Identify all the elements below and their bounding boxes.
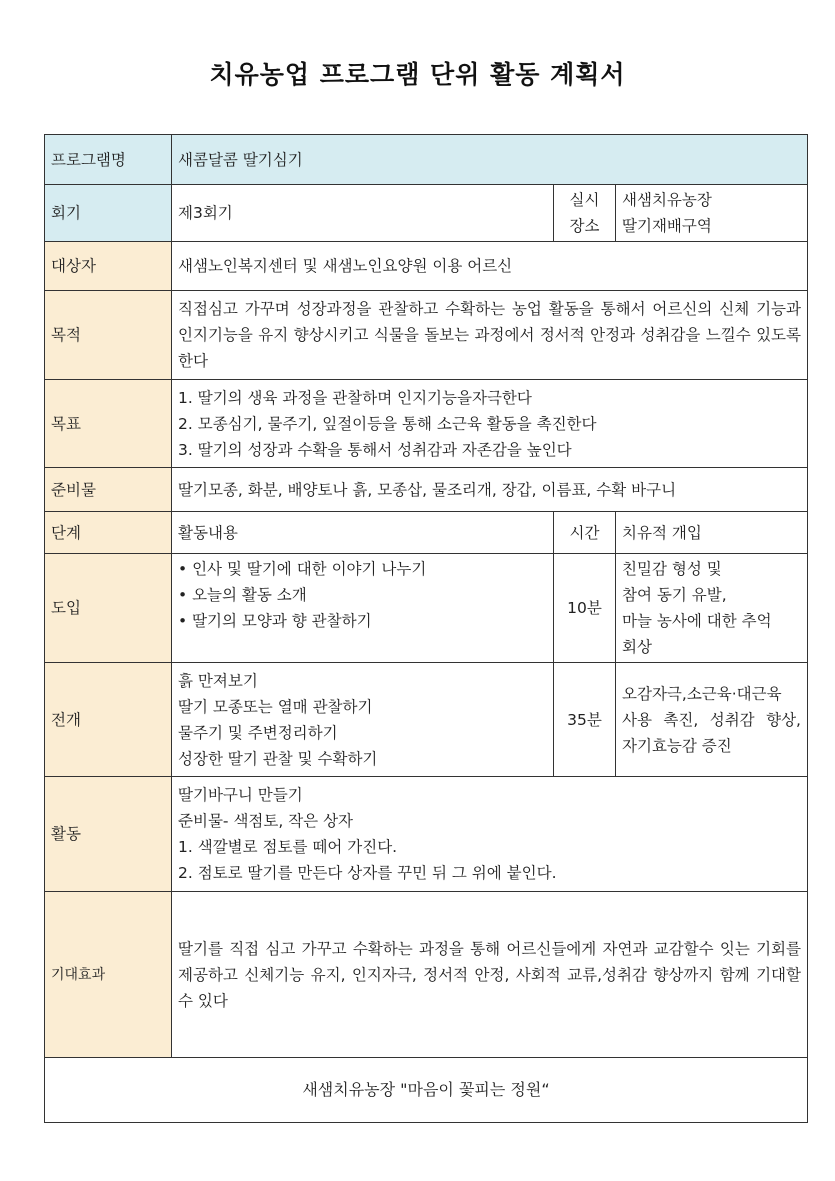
list-item: 딸기 모종또는 열매 관찰하기 xyxy=(178,697,373,716)
content-header: 활동내용 xyxy=(172,512,554,554)
intervention-line: 마늘 농사에 대한 추억 xyxy=(622,612,772,630)
place-value-line-1: 새샘치유농장 xyxy=(622,191,712,209)
list-item: • 딸기의 모양과 향 관찰하기 xyxy=(178,608,547,634)
development-time: 35분 xyxy=(554,663,616,777)
goal-item: 3. 딸기의 성장과 수확을 통해서 성취감과 자존감을 높인다 xyxy=(178,440,572,459)
intervention-line: 참여 동기 유발, xyxy=(622,586,727,604)
effect-row xyxy=(45,892,808,1058)
place-label xyxy=(554,185,616,242)
development-stage: 전개 xyxy=(45,663,172,777)
effect-value: 딸기를 직접 심고 가꾸고 수확하는 과정을 통해 어르신들에게 자연과 교감할수 잇는 기회를 제공하고 신체기능 유지, 인지자극, 정서적 안정, 사회적 교류,성취감 향상까지 함께 기대할 수 있다 xyxy=(172,892,808,1058)
list-item: 2. 점토로 딸기를 만든다 상자를 꾸민 뒤 그 위에 붙인다. xyxy=(178,864,557,882)
materials-label: 준비물 xyxy=(45,468,172,512)
development-content xyxy=(172,663,554,777)
activity-content xyxy=(172,777,808,892)
place-label-line-1: 실시 xyxy=(569,191,600,209)
footer-motto: 새샘치유농장 "마음이 꽃피는 정원“ xyxy=(45,1058,808,1123)
development-row xyxy=(45,663,808,777)
session-label: 회기 xyxy=(45,185,172,242)
intro-list xyxy=(178,556,547,634)
program-name: 새콤달콤 딸기심기 xyxy=(172,135,808,185)
list-item: 딸기바구니 만들기 xyxy=(178,786,303,804)
goals-row xyxy=(45,380,808,468)
list-item: • 인사 및 딸기에 대한 이야기 나누기 xyxy=(178,556,547,582)
goals-list xyxy=(172,380,808,468)
materials-value: 딸기모종, 화분, 배양토나 흙, 모종삽, 물조리개, 장갑, 이름표, 수확 바구니 xyxy=(172,468,808,512)
place-value-line-2: 딸기재배구역 xyxy=(622,217,712,235)
intervention-line: 회상 xyxy=(622,638,652,656)
purpose-label: 목적 xyxy=(45,291,172,380)
purpose-value: 직접심고 가꾸며 성장과정을 관찰하고 수확하는 농업 활동을 통해서 어르신의 신체 기능과 인지기능을 유지 향상시키고 식물을 돌보는 과정에서 정서적 안정과 성취감을 느낄수 있도록 한다 xyxy=(172,291,808,380)
goal-item: 1. 딸기의 생육 과정을 관찰하며 인지기능을자극한다 xyxy=(178,388,532,407)
intro-time: 10분 xyxy=(554,554,616,663)
development-intervention: 오감자극,소근육·대근육 사용 촉진, 성취감 향상, 자기효능감 증진 xyxy=(616,663,808,777)
intro-intervention xyxy=(616,554,808,663)
intervention-line: 친밀감 형성 및 xyxy=(622,560,722,578)
list-item: 1. 색깔별로 점토를 떼어 가진다. xyxy=(178,838,398,856)
activity-row xyxy=(45,777,808,892)
program-label: 프로그램명 xyxy=(45,135,172,185)
materials-row xyxy=(45,468,808,512)
session-value: 제3회기 xyxy=(172,185,554,242)
session-row xyxy=(45,185,808,242)
list-item: 물주기 및 주변정리하기 xyxy=(178,723,338,742)
place-label-line-2: 장소 xyxy=(569,217,600,235)
document-title: 치유농업 프로그램 단위 활동 계획서 xyxy=(209,60,626,89)
goals-label: 목표 xyxy=(45,380,172,468)
activity-stage: 활동 xyxy=(45,777,172,892)
list-item: 성장한 딸기 관찰 및 수확하기 xyxy=(178,749,378,768)
target-value: 새샘노인복지센터 및 새샘노인요양원 이용 어르신 xyxy=(172,242,808,291)
steps-header-row xyxy=(45,512,808,554)
intro-row xyxy=(45,554,808,663)
place-value xyxy=(616,185,808,242)
target-row xyxy=(45,242,808,291)
list-item: 준비물- 색점토, 작은 상자 xyxy=(178,812,354,830)
footer-row xyxy=(45,1058,808,1123)
intervention-header: 치유적 개입 xyxy=(616,512,808,554)
effect-label: 기대효과 xyxy=(45,892,172,1058)
list-item: 흙 만져보기 xyxy=(178,671,258,690)
stage-header: 단계 xyxy=(45,512,172,554)
intro-stage: 도입 xyxy=(45,554,172,663)
purpose-row xyxy=(45,291,808,380)
goal-item: 2. 모종심기, 물주기, 잎절이등을 통해 소근육 활동을 촉진한다 xyxy=(178,414,597,433)
target-label: 대상자 xyxy=(45,242,172,291)
intro-content xyxy=(172,554,554,663)
list-item: • 오늘의 활동 소개 xyxy=(178,582,547,608)
time-header: 시간 xyxy=(554,512,616,554)
activity-plan-table xyxy=(44,134,808,1123)
program-row xyxy=(45,135,808,185)
